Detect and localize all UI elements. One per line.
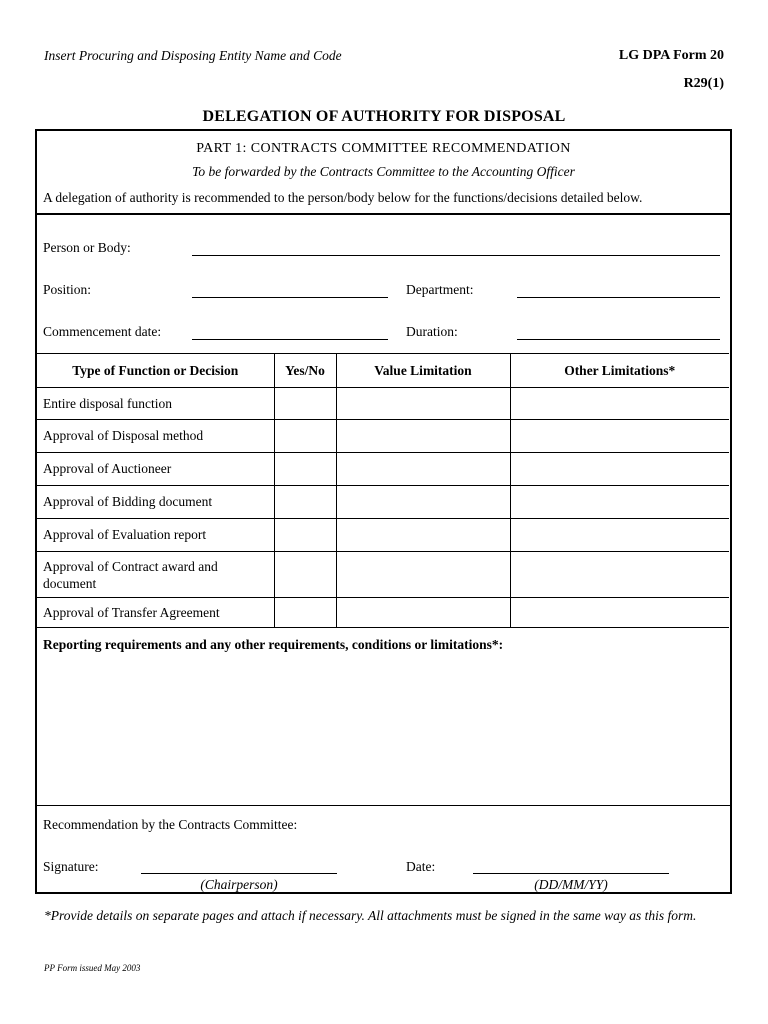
form-issue-note: PP Form issued May 2003 (44, 963, 141, 973)
duration-label: Duration: (406, 324, 458, 339)
table-row (37, 420, 729, 453)
signature-label: Signature: (43, 859, 99, 874)
reporting-requirements-area[interactable] (37, 657, 730, 803)
row-label: Approval of Evaluation report (37, 519, 274, 552)
signature-field[interactable] (141, 873, 337, 874)
row-label: Approval of Disposal method (37, 420, 274, 453)
row-label: Approval of Transfer Agreement (37, 598, 274, 628)
forwarding-note: To be forwarded by the Contracts Committee to the Accounting Officer (192, 164, 575, 179)
column-header-value-limitation: Value Limitation (336, 354, 510, 388)
other-limitations-cell[interactable] (510, 519, 729, 552)
table-row (37, 519, 729, 552)
date-format-caption: (DD/MM/YY) (534, 877, 608, 892)
commencement-field[interactable] (192, 339, 388, 340)
intro-text: A delegation of authority is recommended to the person/body below for the functions/decisions detailed below. (43, 190, 643, 205)
yes-no-cell[interactable] (274, 552, 336, 598)
duration-field[interactable] (517, 339, 720, 340)
form-frame (35, 129, 732, 894)
commencement-label: Commencement date: (43, 324, 162, 339)
page-title: DELEGATION OF AUTHORITY FOR DISPOSAL (202, 108, 566, 125)
table-row (37, 453, 729, 486)
other-limitations-cell[interactable] (510, 420, 729, 453)
row-label: Entire disposal function (37, 388, 274, 420)
section-divider (37, 805, 730, 806)
value-limitation-cell[interactable] (336, 453, 510, 486)
value-limitation-cell[interactable] (336, 420, 510, 453)
value-limitation-cell[interactable] (336, 552, 510, 598)
column-header-other-limitations: Other Limitations* (510, 354, 729, 388)
yes-no-cell[interactable] (274, 420, 336, 453)
table-row (37, 552, 729, 598)
yes-no-cell[interactable] (274, 598, 336, 628)
section-divider (37, 213, 730, 215)
recommendation-label: Recommendation by the Contracts Committee: (43, 817, 298, 832)
position-label: Position: (43, 282, 92, 297)
table-row (37, 486, 729, 519)
other-limitations-cell[interactable] (510, 388, 729, 420)
column-header-function: Type of Function or Decision (37, 354, 274, 388)
person-field[interactable] (192, 255, 720, 256)
regulation-reference: R29(1) (683, 76, 724, 91)
row-label: Approval of Auctioneer (37, 453, 274, 486)
yes-no-cell[interactable] (274, 453, 336, 486)
form-number: LG DPA Form 20 (618, 48, 724, 63)
department-field[interactable] (517, 297, 720, 298)
footnote: *Provide details on separate pages and attach if necessary. All attachments must be signed in the same way as this form. (44, 908, 697, 923)
row-label: Approval of Contract award and document (37, 552, 274, 598)
position-field[interactable] (192, 297, 388, 298)
delegation-table (37, 353, 729, 628)
other-limitations-cell[interactable] (510, 453, 729, 486)
table-header-row (37, 354, 729, 388)
date-label: Date: (406, 859, 436, 874)
chairperson-caption: (Chairperson) (200, 877, 278, 892)
value-limitation-cell[interactable] (336, 486, 510, 519)
table-row (37, 598, 729, 628)
date-field[interactable] (473, 873, 669, 874)
column-header-yes-no: Yes/No (274, 354, 336, 388)
part1-heading: PART 1: CONTRACTS COMMITTEE RECOMMENDATION (196, 141, 571, 156)
yes-no-cell[interactable] (274, 486, 336, 519)
value-limitation-cell[interactable] (336, 598, 510, 628)
row-label: Approval of Bidding document (37, 486, 274, 519)
yes-no-cell[interactable] (274, 519, 336, 552)
reporting-requirements-label: Reporting requirements and any other requirements, conditions or limitations*: (43, 637, 504, 652)
value-limitation-cell[interactable] (336, 388, 510, 420)
department-label: Department: (406, 282, 474, 297)
entity-name-placeholder: Insert Procuring and Disposing Entity Name and Code (44, 48, 342, 63)
other-limitations-cell[interactable] (510, 598, 729, 628)
person-label: Person or Body: (43, 240, 131, 255)
other-limitations-cell[interactable] (510, 486, 729, 519)
other-limitations-cell[interactable] (510, 552, 729, 598)
value-limitation-cell[interactable] (336, 519, 510, 552)
table-row (37, 388, 729, 420)
yes-no-cell[interactable] (274, 388, 336, 420)
